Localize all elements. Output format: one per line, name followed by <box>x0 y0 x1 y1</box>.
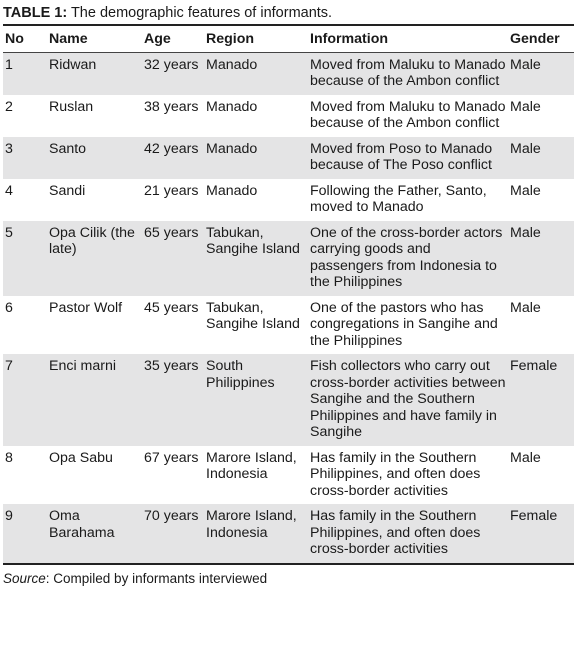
table-caption-text: The demographic features of informants. <box>67 5 333 21</box>
table-caption-label: TABLE 1: <box>3 5 68 21</box>
table-row <box>3 446 574 505</box>
table-source-note <box>3 571 574 586</box>
cell-name: Opa Cilik (the late) <box>47 221 142 296</box>
cell-region: Manado <box>204 52 308 95</box>
cell-no: 9 <box>3 504 47 564</box>
cell-gender: Male <box>508 296 574 355</box>
table-caption <box>3 4 574 22</box>
cell-gender: Female <box>508 354 574 446</box>
table-row <box>3 137 574 179</box>
source-text: : Compiled by informants interviewed <box>45 570 268 586</box>
cell-information: Following the Father, Santo, moved to Manado <box>308 179 508 221</box>
cell-region: Marore Island, Indonesia <box>204 504 308 564</box>
cell-information: Has family in the Southern Philippines, and often does cross-border activities <box>308 504 508 564</box>
column-header-name: Name <box>47 25 142 52</box>
cell-region: Tabukan, Sangihe Island <box>204 296 308 355</box>
cell-age: 67 years <box>142 446 204 505</box>
cell-information: Moved from Maluku to Manado because of the Ambon conflict <box>308 52 508 95</box>
cell-gender: Male <box>508 179 574 221</box>
cell-region: Manado <box>204 179 308 221</box>
cell-name: Sandi <box>47 179 142 221</box>
cell-gender: Male <box>508 137 574 179</box>
cell-name: Oma Barahama <box>47 504 142 564</box>
cell-gender: Male <box>508 446 574 505</box>
cell-no: 2 <box>3 95 47 137</box>
cell-no: 4 <box>3 179 47 221</box>
cell-age: 32 years <box>142 52 204 95</box>
cell-region: South Philippines <box>204 354 308 446</box>
cell-gender: Male <box>508 52 574 95</box>
cell-name: Ridwan <box>47 52 142 95</box>
table-row <box>3 179 574 221</box>
table-header-row <box>3 25 574 52</box>
cell-age: 38 years <box>142 95 204 137</box>
table-row <box>3 504 574 564</box>
cell-name: Opa Sabu <box>47 446 142 505</box>
cell-no: 7 <box>3 354 47 446</box>
cell-age: 42 years <box>142 137 204 179</box>
cell-information: Fish collectors who carry out cross-border activities between Sangihe and the Southern Philippines and have family in Sangihe <box>308 354 508 446</box>
cell-age: 21 years <box>142 179 204 221</box>
cell-information: Moved from Poso to Manado because of The Poso conflict <box>308 137 508 179</box>
cell-no: 6 <box>3 296 47 355</box>
source-label: Source <box>3 570 46 586</box>
cell-region: Manado <box>204 137 308 179</box>
cell-name: Ruslan <box>47 95 142 137</box>
table-row <box>3 354 574 446</box>
cell-gender: Male <box>508 95 574 137</box>
cell-gender: Male <box>508 221 574 296</box>
cell-region: Marore Island, Indonesia <box>204 446 308 505</box>
cell-information: One of the cross-border actors carrying goods and passengers from Indonesia to the Philippines <box>308 221 508 296</box>
table-row <box>3 221 574 296</box>
cell-name: Pastor Wolf <box>47 296 142 355</box>
cell-information: Moved from Maluku to Manado because of the Ambon conflict <box>308 95 508 137</box>
cell-no: 5 <box>3 221 47 296</box>
column-header-information: Information <box>308 25 508 52</box>
table-row <box>3 95 574 137</box>
cell-no: 1 <box>3 52 47 95</box>
column-header-age: Age <box>142 25 204 52</box>
cell-information: One of the pastors who has congregations in Sangihe and the Philippines <box>308 296 508 355</box>
table-row <box>3 296 574 355</box>
column-header-region: Region <box>204 25 308 52</box>
cell-gender: Female <box>508 504 574 564</box>
cell-region: Manado <box>204 95 308 137</box>
cell-no: 8 <box>3 446 47 505</box>
cell-no: 3 <box>3 137 47 179</box>
cell-region: Tabukan, Sangihe Island <box>204 221 308 296</box>
column-header-gender: Gender <box>508 25 574 52</box>
cell-age: 35 years <box>142 354 204 446</box>
column-header-no: No <box>3 25 47 52</box>
cell-age: 70 years <box>142 504 204 564</box>
cell-age: 45 years <box>142 296 204 355</box>
cell-name: Santo <box>47 137 142 179</box>
informants-table <box>3 24 574 565</box>
cell-information: Has family in the Southern Philippines, and often does cross-border activities <box>308 446 508 505</box>
cell-age: 65 years <box>142 221 204 296</box>
table-row <box>3 52 574 95</box>
cell-name: Enci marni <box>47 354 142 446</box>
